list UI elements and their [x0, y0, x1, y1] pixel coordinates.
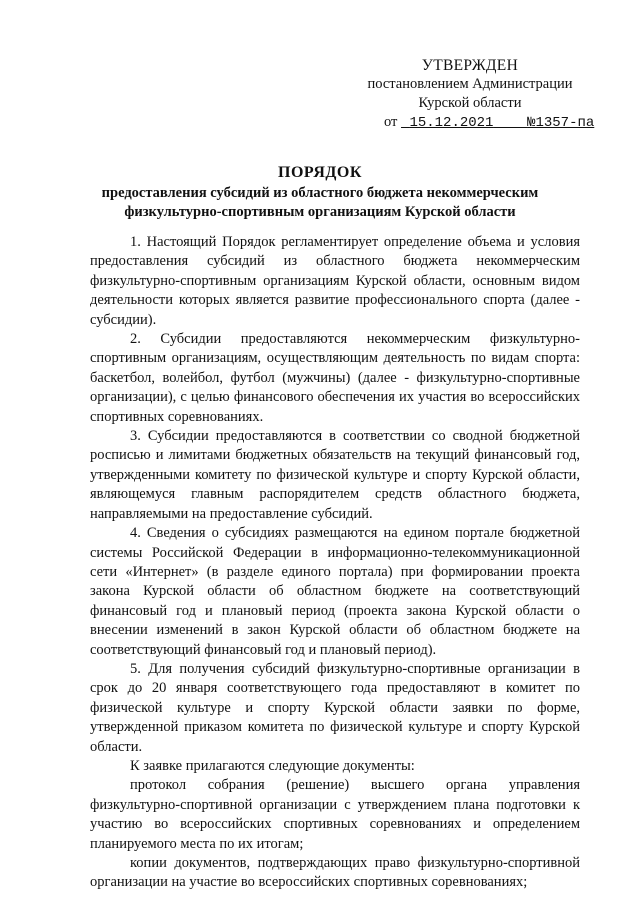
- approval-date-line: [350, 113, 595, 133]
- date-prefix: от: [384, 114, 398, 130]
- document-subtitle: [0, 184, 640, 222]
- attachment-item-1: протокол собрания (решение) высшего органа управления физкультурно-спортивной организации с утверждением плана подготовки к участию во всероссийских спортивных соревнованиях и определением планируемого места по их итогам;: [90, 777, 580, 852]
- document-title: ПОРЯДОК: [278, 164, 362, 181]
- approval-line-2: Курской области: [418, 95, 522, 111]
- paragraph-3: 3. Субсидии предоставляются в соответствии со сводной бюджетной росписью и лимитами бюджетных обязательств на текущий финансовый год, утвержденными комитету по физической культуре и спорту Курской области, являющемуся главным распорядителем средств областного бюджета, направляемыми на предоставление субсидий.: [90, 428, 580, 522]
- attachments-intro: К заявке прилагаются следующие документы:: [130, 757, 415, 774]
- approval-number: №1357-па: [527, 115, 595, 131]
- attachment-item-2: копии документов, подтверждающих право физкультурно-спортивной организации на участие во всероссийских спортивных соревнованиях;: [90, 855, 580, 891]
- approval-date: 15.12.2021: [409, 115, 494, 131]
- approval-line-1: постановлением Администрации: [367, 76, 573, 92]
- subtitle-line-2: физкультурно-спортивным организациям Курской области: [124, 204, 516, 220]
- paragraph-1: 1. Настоящий Порядок регламентирует определение объема и условия предоставления субсидий из областного бюджета некоммерческим физкультурно-спортивным организациям Курской области, основным видом деятельности которых является развитие профессионального спорта (далее - субсидии).: [90, 234, 580, 328]
- document-body: [90, 233, 580, 893]
- paragraph-2: 2. Субсидии предоставляются некоммерческим физкультурно-спортивным организациям, осуществляющим деятельность по видам спорта: баскетбол, волейбол, футбол (мужчины) (далее - физкультурно-спортивные организации), с целью финансового обеспечения их участия во всероссийских спортивных соревнованиях.: [90, 331, 580, 425]
- approval-title: УТВЕРЖДЕН: [421, 57, 519, 74]
- subtitle-line-1: предоставления субсидий из областного бюджета некоммерческим: [101, 185, 539, 201]
- approval-stamp: [350, 56, 595, 133]
- paragraph-5: 5. Для получения субсидий физкультурно-спортивные организации в срок до 20 января соответствующего года предоставляют в комитет по физической культуре и спорту Курской области заявки по форме, утвержденной приказом комитета по физической культуре и спорту Курской области.: [90, 660, 580, 755]
- paragraph-4: 4. Сведения о субсидиях размещаются на едином портале бюджетной системы Российской Федерации в информационно-телекоммуникационной сети «Интернет» (в разделе единого портала) при формировании проекта закона Курской области об областном бюджете на соответствующий финансовый год и плановый период (проекта закона Курской области о внесении изменений в закон Курской области об областном бюджете на соответствующий финансовый год и плановый период).: [90, 525, 580, 658]
